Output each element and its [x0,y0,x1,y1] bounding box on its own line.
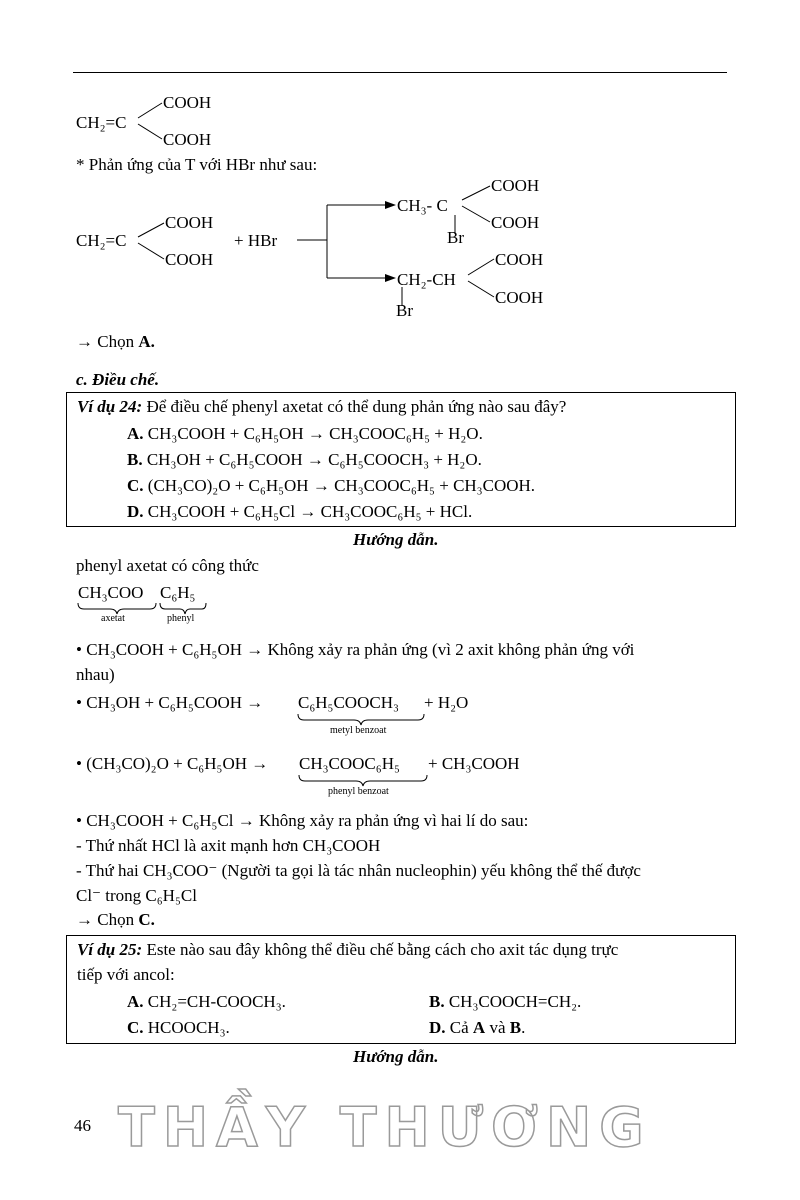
guide-line-2-brace: C₆H₅COOCH₃ [298,693,399,712]
reactant: CH₂=C [76,231,127,250]
guide-line-2-post: + H₂O [424,693,469,712]
brace-ch3coo: CH₃COO [78,583,144,602]
brace-label-phenyl: phenyl [167,613,195,624]
guide-title-25: Hướng dẫn. [353,1047,439,1066]
ex25-option-b: B. CH₃COOCH=CH₂. [429,992,582,1011]
ex24-option-d: D. CH₃COOH + C₆H₅Cl → CH₃COOC₆H₅ + HCl. [127,502,473,521]
product1-top: COOH [491,176,540,195]
plus-hbr: + HBr [234,231,278,250]
product1-main: CH₃- C [397,196,448,215]
product2-bottom: COOH [495,288,544,307]
chem1-top: COOH [163,93,212,112]
label-phenyl-benzoat: phenyl benzoat [328,786,389,797]
reactant-top: COOH [165,213,214,232]
guide-line-5: - Thứ nhất HCl là axit mạnh hơn CH₃COOH [76,836,381,855]
ex25-option-d: D. Cả A và B. [429,1018,526,1037]
guide-line-2-pre: • CH₃OH + C₆H₅COOH → [76,693,264,712]
example-25-box [66,935,736,1044]
product2-br: Br [396,301,413,320]
ex24-option-c: C. (CH₃CO)₂O + C₆H₅OH → CH₃COOC₆H₅ + CH₃COOH. [127,476,536,495]
ex24-option-b: B. CH₃OH + C₆H₅COOH → C₆H₅COOCH₃ + H₂O. [127,450,482,469]
guide-line-4: • CH₃COOH + C₆H₅Cl → Không xảy ra phản ứng vì hai lí do sau: [76,811,529,830]
chem1-left: CH₂=C [76,113,127,132]
choose-a: → Chọn A. [76,332,155,351]
brace-label-axetat: axetat [101,613,125,624]
guide-line-1b: nhau) [76,665,115,684]
section-c-heading: c. Điều chế. [76,370,160,389]
page-number: 46 [74,1116,91,1135]
reactant-bottom: COOH [165,250,214,269]
guide-line-1: • CH₃COOH + C₆H₅OH → Không xảy ra phản ứng (vì 2 axit không phản ứng với [76,640,635,659]
ex25-option-c: C. HCOOCH₃. [127,1018,230,1037]
guide-line-6: - Thứ hai CH₃COO⁻ (Người ta gọi là tác nhân nucleophin) yếu không thể thế được [76,861,641,880]
guide-line-3-post: + CH₃COOH [428,754,520,773]
product1-br: Br [447,228,464,247]
ex25-option-a: A. CH₂=CH-COOCH₃. [127,992,286,1011]
formula-intro: phenyl axetat có công thức [76,556,259,575]
chem1-bottom: COOH [163,130,212,149]
guide-line-3-pre: • (CH₃CO)₂O + C₆H₅OH → [76,754,269,773]
watermark-text: THẦY THƯƠNG [118,1096,652,1159]
guide-line-3-brace: CH₃COOC₆H₅ [299,754,400,773]
guide-title-24: Hướng dẫn. [353,530,439,549]
label-metyl-benzoat: metyl benzoat [330,725,387,736]
ex24-question: Ví dụ 24: Để điều chế phenyl axetat có thể dung phản ứng nào sau đây? [77,397,567,416]
ex25-question: Ví dụ 25: Este nào sau đây không thể điều chế bằng cách cho axit tác dụng trực [77,940,619,959]
brace-c6h5: C₆H₅ [160,583,196,602]
product2-top: COOH [495,250,544,269]
product2-main: CH₂-CH [397,270,456,289]
ex24-option-a: A. CH₃COOH + C₆H₅OH → CH₃COOC₆H₅ + H₂O. [127,424,483,443]
product1-bottom: COOH [491,213,540,232]
example-24-box [66,392,736,527]
guide-line-7: Cl⁻ trong C₆H₅Cl [76,886,197,905]
ex25-question-2: tiếp với ancol: [77,965,175,984]
reaction-intro: * Phản ứng của T với HBr như sau: [76,155,318,174]
choose-c: → Chọn C. [76,910,155,929]
